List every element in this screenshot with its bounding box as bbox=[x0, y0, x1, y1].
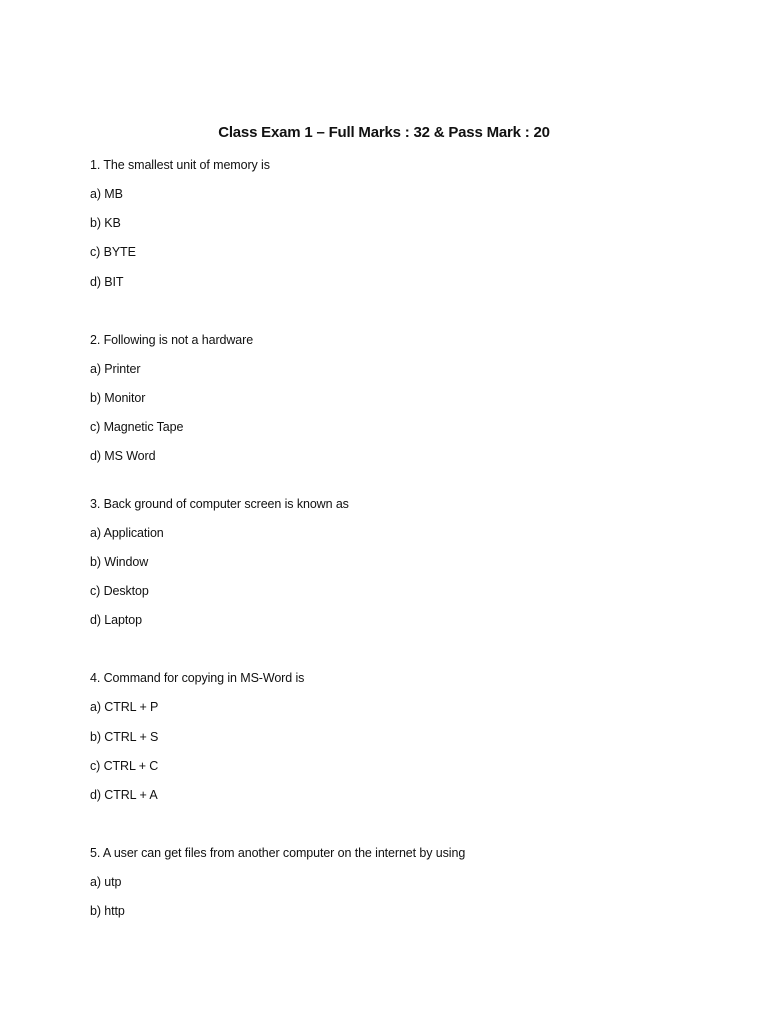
question-4-option-d: d) CTRL + A bbox=[90, 788, 158, 802]
question-2-text: 2. Following is not a hardware bbox=[90, 333, 254, 347]
question-2-option-a: a) Printer bbox=[90, 362, 141, 376]
question-2-option-c: c) Magnetic Tape bbox=[90, 420, 184, 434]
question-4-text: 4. Command for copying in MS-Word is bbox=[90, 671, 305, 685]
question-5-option-a: a) utp bbox=[90, 875, 122, 889]
question-1-text: 1. The smallest unit of memory is bbox=[90, 158, 270, 172]
question-4-option-b: b) CTRL + S bbox=[90, 730, 159, 744]
question-3-option-d: d) Laptop bbox=[90, 613, 142, 627]
question-1-option-d: d) BIT bbox=[90, 275, 124, 289]
question-4-option-c: c) CTRL + C bbox=[90, 759, 159, 773]
question-3-text: 3. Back ground of computer screen is known as bbox=[90, 497, 349, 511]
question-5-option-b: b) http bbox=[90, 904, 125, 918]
question-5-text: 5. A user can get files from another computer on the internet by using bbox=[90, 846, 466, 860]
question-4-option-a: a) CTRL + P bbox=[90, 700, 159, 714]
question-2-option-b: b) Monitor bbox=[90, 391, 146, 405]
question-1-option-c: c) BYTE bbox=[90, 245, 136, 259]
question-1-option-b: b) KB bbox=[90, 216, 121, 230]
question-3-option-b: b) Window bbox=[90, 555, 149, 569]
question-2-option-d: d) MS Word bbox=[90, 449, 156, 463]
question-3-option-c: c) Desktop bbox=[90, 584, 149, 598]
page-title: Class Exam 1 – Full Marks : 32 & Pass Mark : 20 bbox=[218, 124, 550, 141]
question-1-option-a: a) MB bbox=[90, 187, 123, 201]
question-3-option-a: a) Application bbox=[90, 526, 164, 540]
